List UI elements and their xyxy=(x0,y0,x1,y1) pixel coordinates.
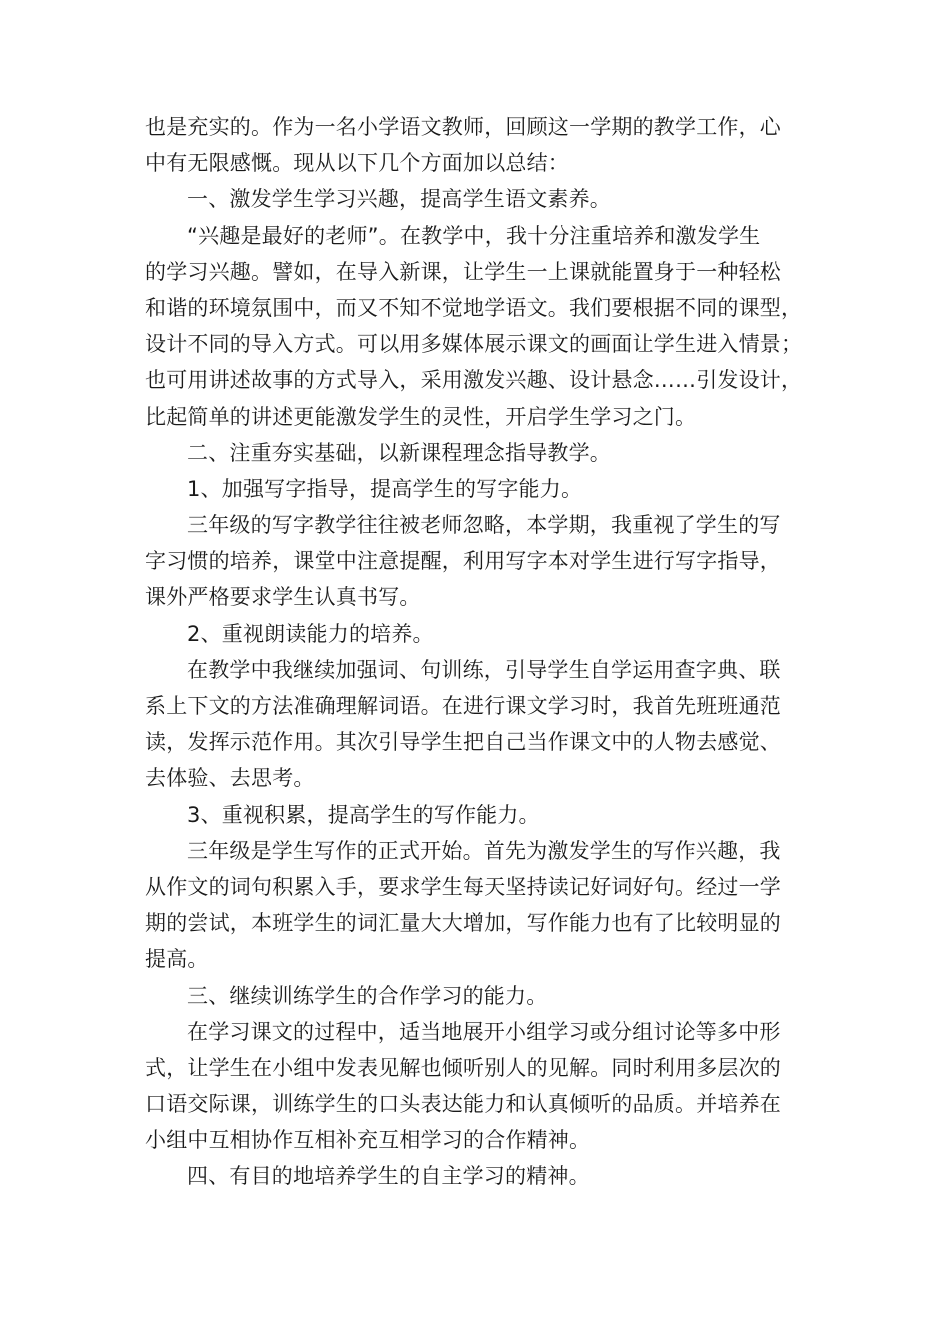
text-line: 在学习课文的过程中，适当地展开小组学习或分组讨论等多中形 xyxy=(187,1019,781,1044)
text-line: 三年级是学生写作的正式开始。首先为激发学生的写作兴趣，我 xyxy=(187,838,781,863)
text-line: 期的尝试，本班学生的词汇量大大增加，写作能力也有了比较明显的 xyxy=(145,911,781,936)
text-line: 也是充实的。作为一名小学语文教师，回顾这一学期的教学工作，心 xyxy=(145,115,781,139)
section-heading: 四、有目的地培养学生的自主学习的精神。 xyxy=(187,1164,590,1189)
text-line: 中有无限感慨。现从以下几个方面加以总结： xyxy=(145,151,569,176)
text-line: 系上下文的方法准确理解词语。在进行课文学习时，我首先班班通范 xyxy=(145,694,781,718)
section-heading: 一、激发学生学习兴趣，提高学生语文素养。 xyxy=(187,187,611,212)
text-line: 去体验、去思考。 xyxy=(145,766,315,791)
text-line: 读，发挥示范作用。其次引导学生把自己当作课文中的人物去感觉、 xyxy=(145,730,781,755)
subsection-heading: 3、重视积累，提高学生的写作能力。 xyxy=(187,802,540,827)
text-line: “兴趣是最好的老师”。在教学中，我十分注重培养和激发学生 xyxy=(187,223,761,248)
text-line: 三年级的写字教学往往被老师忽略，本学期，我重视了学生的写 xyxy=(187,513,781,538)
text-line: 课外严格要求学生认真书写。 xyxy=(145,585,421,610)
text-line: 提高。 xyxy=(145,947,209,972)
text-line: 设计不同的导入方式。可以用多媒体展示课文的画面让学生进入情景； xyxy=(145,332,803,357)
section-heading: 二、注重夯实基础，以新课程理念指导教学。 xyxy=(187,440,611,465)
section-heading: 三、继续训练学生的合作学习的能力。 xyxy=(187,983,548,1008)
subsection-heading: 1、加强写字指导，提高学生的写字能力。 xyxy=(187,476,583,501)
text-line: 也可用讲述故事的方式导入，采用激发兴趣、设计悬念……引发设计， xyxy=(145,368,803,393)
text-line: 式，让学生在小组中发表见解也倾听别人的见解。同时利用多层次的 xyxy=(145,1055,781,1080)
text-line: 和谐的环境氛围中，而又不知不觉地学语文。我们要根据不同的课型， xyxy=(145,295,803,320)
text-line: 比起简单的讲述更能激发学生的灵性，开启学生学习之门。 xyxy=(145,404,697,429)
text-line: 的学习兴趣。譬如，在导入新课，让学生一上课就能置身于一种轻松 xyxy=(145,259,781,284)
text-line: 在教学中我继续加强词、句训练，引导学生自学运用查字典、联 xyxy=(187,657,781,682)
text-line: 字习惯的培养，课堂中注意提醒，利用写字本对学生进行写字指导， xyxy=(145,549,781,574)
text-line: 小组中互相协作互相补充互相学习的合作精神。 xyxy=(145,1128,591,1153)
body-text xyxy=(145,109,813,1195)
text-line: 从作文的词句积累入手，要求学生每天坚持读记好词好句。经过一学 xyxy=(145,874,781,899)
subsection-heading: 2、重视朗读能力的培养。 xyxy=(187,621,434,646)
text-line: 口语交际课，训练学生的口头表达能力和认真倾听的品质。并培养在 xyxy=(145,1092,781,1117)
